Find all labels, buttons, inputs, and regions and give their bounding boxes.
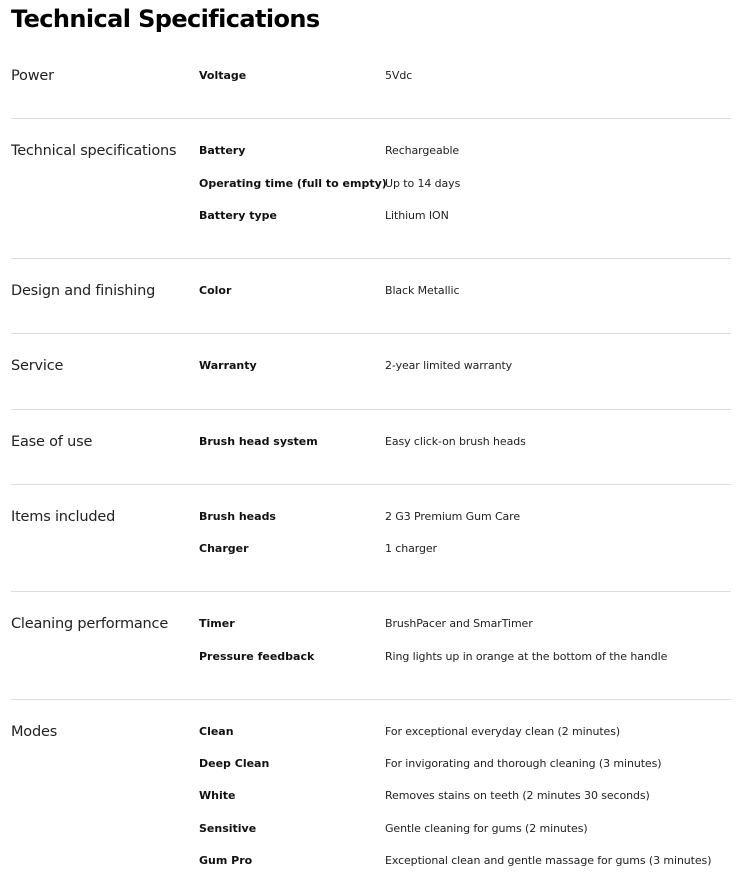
spec-label: Voltage xyxy=(199,69,247,82)
section-divider xyxy=(11,258,731,259)
section-category: Service xyxy=(11,358,64,374)
spec-value: Black Metallic xyxy=(385,284,460,297)
spec-row xyxy=(11,357,731,375)
spec-row xyxy=(11,508,731,526)
section-divider xyxy=(11,409,731,410)
spec-label: Sensitive xyxy=(199,822,257,835)
spec-label: Brush head system xyxy=(199,435,318,448)
spec-label: Brush heads xyxy=(199,510,276,523)
spec-row xyxy=(11,723,731,741)
spec-label: Operating time (full to empty) xyxy=(199,177,387,190)
spec-label: Deep Clean xyxy=(199,757,270,770)
spec-value: Lithium ION xyxy=(385,209,449,222)
spec-value: Gentle cleaning for gums (2 minutes) xyxy=(385,822,588,835)
section-divider xyxy=(11,484,731,485)
spec-row xyxy=(11,852,731,870)
spec-row xyxy=(11,282,731,300)
spec-label: Battery xyxy=(199,144,246,157)
spec-label: Color xyxy=(199,284,232,297)
spec-value: BrushPacer and SmarTimer xyxy=(385,617,533,630)
section-divider xyxy=(11,333,731,334)
spec-value: Removes stains on teeth (2 minutes 30 seconds) xyxy=(385,789,650,802)
spec-value: Up to 14 days xyxy=(385,177,461,190)
section-category: Items included xyxy=(11,509,116,525)
section-category: Design and finishing xyxy=(11,283,156,299)
spec-row xyxy=(11,67,731,85)
spec-row xyxy=(11,648,731,666)
spec-value: 5Vdc xyxy=(385,69,413,82)
spec-row xyxy=(11,433,731,451)
section-category: Ease of use xyxy=(11,434,93,450)
spec-row xyxy=(11,142,731,160)
spec-label: Battery type xyxy=(199,209,277,222)
spec-label: White xyxy=(199,789,236,802)
section-category: Technical specifications xyxy=(11,143,177,159)
section-category: Cleaning performance xyxy=(11,616,169,632)
spec-row xyxy=(11,175,731,193)
spec-row xyxy=(11,755,731,773)
section-category: Power xyxy=(11,68,54,84)
spec-label: Charger xyxy=(199,542,249,555)
spec-label: Timer xyxy=(199,617,235,630)
section-category: Modes xyxy=(11,724,58,740)
section-divider xyxy=(11,591,731,592)
spec-value: Easy click-on brush heads xyxy=(385,435,526,448)
spec-value: For exceptional everyday clean (2 minutes) xyxy=(385,725,621,738)
spec-label: Clean xyxy=(199,725,234,738)
spec-row xyxy=(11,207,731,225)
spec-label: Gum Pro xyxy=(199,854,253,867)
spec-row xyxy=(11,615,731,633)
spec-row xyxy=(11,540,731,558)
spec-value: Exceptional clean and gentle massage for gums (3 minutes) xyxy=(385,854,712,867)
spec-value: For invigorating and thorough cleaning (3 minutes) xyxy=(385,757,662,770)
spec-row xyxy=(11,820,731,838)
spec-label: Pressure feedback xyxy=(199,650,315,663)
spec-value: Rechargeable xyxy=(385,144,460,157)
section-divider xyxy=(11,699,731,700)
spec-value: 1 charger xyxy=(385,542,437,555)
spec-value: 2-year limited warranty xyxy=(385,359,513,372)
spec-row xyxy=(11,787,731,805)
section-divider xyxy=(11,118,731,119)
spec-value: Ring lights up in orange at the bottom of the handle xyxy=(385,650,668,663)
page-title: Technical Specifications xyxy=(11,5,320,33)
spec-label: Warranty xyxy=(199,359,257,372)
spec-value: 2 G3 Premium Gum Care xyxy=(385,510,521,523)
